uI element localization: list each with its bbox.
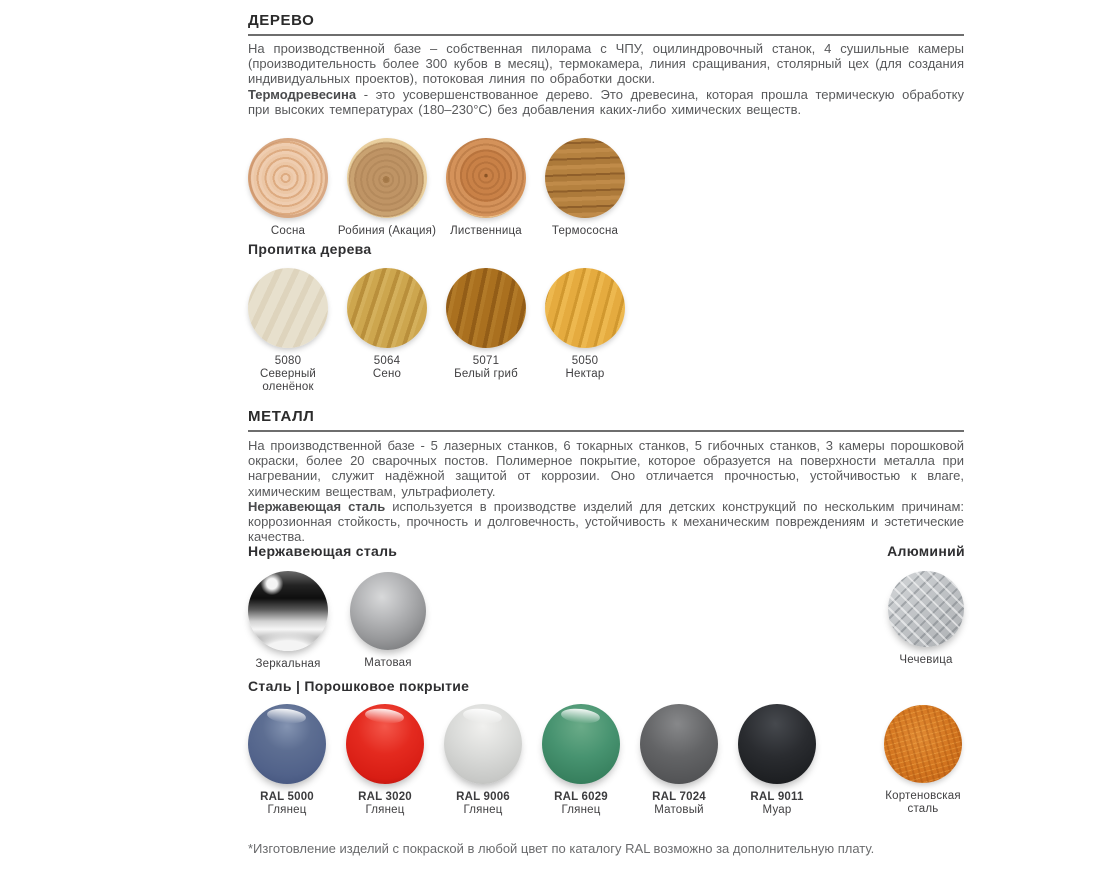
stain-5050-code: 5050 [571, 355, 599, 367]
powder-item-ral7024 [640, 704, 718, 817]
robinia-wood-label: Робиния (Акация) [337, 225, 437, 237]
metal-section-divider [248, 430, 964, 432]
stain-5080-swatch [248, 268, 328, 348]
corten-steel-swatch [884, 705, 962, 783]
ral9011-label [711, 791, 843, 817]
stain-5071-swatch [446, 268, 526, 348]
powder-item-ral9006 [444, 704, 522, 817]
wood-species-item-larch [446, 138, 526, 238]
wood-intro-paragraph: На производственной базе – собственная пилорама с ЧПУ, оцилиндровочный станок, 4 сушильные камеры (производительность более 300 кубов в месяц), термокамера, линия сращивания, столярный цех (для создания индивидуальных проектов), потоковая линия по обработки доски. [248, 41, 964, 87]
impregnation-title: Пропитка дерева [248, 241, 372, 257]
ral7024-swatch [640, 704, 718, 784]
ral5000-finish: Глянец [267, 804, 307, 816]
wood-species-item-thermopine [545, 138, 625, 238]
ral6029-code: RAL 6029 [554, 791, 608, 803]
stainless-title: Нержавеющая сталь [248, 543, 398, 559]
powder-row [248, 704, 964, 817]
ral9011-finish: Муар [762, 804, 792, 816]
larch-wood-label: Лиственница [450, 225, 522, 237]
ral7024-code: RAL 7024 [652, 791, 706, 803]
matte-steel-swatch [350, 572, 426, 650]
wood-section-text [248, 41, 964, 117]
powder-item-ral9011 [738, 704, 816, 817]
wood-section-header [248, 12, 964, 36]
impregnation-item-5050 [545, 268, 625, 394]
stain-5080-label [240, 355, 336, 394]
wood-section-title: ДЕРЕВО [248, 12, 315, 29]
wood-species-row [248, 138, 964, 238]
footnote-block [248, 841, 964, 856]
thermopine-wood-label: Термососна [551, 225, 619, 237]
ral6029-swatch [542, 704, 620, 784]
aluminum-column [888, 543, 964, 671]
metal-section-title: МЕТАЛЛ [248, 408, 315, 425]
stainless-description: используется в производстве изделий для детских конструкций по нескольким причинам: коррозионная стойкость, прочность и долговечность, устойчивость к механическим повреждениям и эстетические качества. [248, 498, 965, 545]
impregnation-item-5080 [248, 268, 328, 394]
thermopine-wood-swatch [545, 138, 625, 218]
stain-5050-label [537, 355, 633, 381]
wood-species-item-robinia [337, 138, 437, 238]
impregnation-row [248, 268, 964, 394]
aluminum-lentil-label: Чечевица [899, 654, 953, 666]
stain-5071-name: Белый гриб [454, 368, 518, 380]
metal-section-header [248, 408, 964, 432]
ral5000-code: RAL 5000 [260, 791, 314, 803]
matte-steel-label: Матовая [364, 657, 412, 669]
ral9011-swatch [738, 704, 816, 784]
wood-section-divider [248, 34, 964, 36]
powder-item-ral5000 [248, 704, 326, 817]
ral9011-code: RAL 9011 [750, 791, 804, 803]
mirror-steel-swatch [248, 571, 328, 651]
ral9006-swatch [444, 704, 522, 784]
stain-5080-name: Северный оленёнок [259, 368, 317, 393]
stain-5050-swatch [545, 268, 625, 348]
ral7024-finish: Матовый [654, 804, 704, 816]
ral5000-swatch [248, 704, 326, 784]
larch-wood-swatch [446, 138, 526, 218]
powder-item-corten [884, 704, 962, 817]
pine-wood-label: Сосна [270, 225, 306, 237]
pine-wood-swatch [248, 138, 328, 218]
metal-intro-paragraph: На производственной базе - 5 лазерных станков, 6 токарных станков, 5 гибочных станков, 3 камеры порошковой окраски, более 20 сварочных постов. Полимерное покрытие, которое образуется на поверхности металла при нагревании, служит надёжной защитой от коррозии. Оно отличается прочностью, устойчивостью к влаге, химическим веществам, ультрафиолету. [248, 438, 964, 499]
impregnation-item-5064 [347, 268, 427, 394]
ral3020-code: RAL 3020 [358, 791, 412, 803]
stain-5064-label [339, 355, 435, 381]
robinia-wood-swatch [347, 138, 427, 218]
stain-5080-code: 5080 [274, 355, 302, 367]
stainless-item-mirror [248, 571, 328, 671]
powder-header [248, 678, 964, 694]
powder-item-ral3020 [346, 704, 424, 817]
ral9006-code: RAL 9006 [456, 791, 510, 803]
ral3020-finish: Глянец [365, 804, 405, 816]
stain-5050-name: Нектар [565, 368, 605, 380]
mirror-steel-label: Зеркальная [255, 658, 321, 670]
impregnation-header [248, 241, 964, 257]
ral9006-finish: Глянец [463, 804, 503, 816]
stainless-item-matte [348, 571, 428, 671]
stain-5071-code: 5071 [472, 355, 500, 367]
stain-5064-code: 5064 [373, 355, 401, 367]
footnote-text: *Изготовление изделий с покраской в любой цвет по каталогу RAL возможно за дополнительную плату. [248, 841, 875, 856]
metal-swatch-area [248, 543, 964, 671]
impregnation-item-5071 [446, 268, 526, 394]
stainless-column [248, 543, 448, 671]
stainless-term: Нержавеющая сталь [248, 498, 386, 514]
thermowood-term: Термодревесина [248, 86, 357, 102]
stainless-row [248, 571, 448, 671]
powder-title: Сталь | Порошковое покрытие [248, 678, 470, 694]
thermowood-paragraph [248, 87, 964, 117]
stain-5064-swatch [347, 268, 427, 348]
aluminum-title: Алюминий [887, 543, 965, 559]
stain-5071-label [438, 355, 534, 381]
wood-species-item-pine [248, 138, 328, 238]
powder-item-ral6029 [542, 704, 620, 817]
stainless-paragraph [248, 499, 964, 545]
ral3020-swatch [346, 704, 424, 784]
stain-5064-name: Сено [372, 368, 402, 380]
ral6029-finish: Глянец [561, 804, 601, 816]
aluminum-lentil-swatch [888, 571, 964, 647]
corten-steel-label: Кортеновская сталь [885, 790, 961, 815]
thermowood-description: - это усовершенствованное дерево. Это древесина, которая прошла термическую обработку при высоких температурах (180–230°С) без добавления каких-либо химических веществ. [248, 86, 964, 117]
metal-section-text [248, 438, 964, 544]
